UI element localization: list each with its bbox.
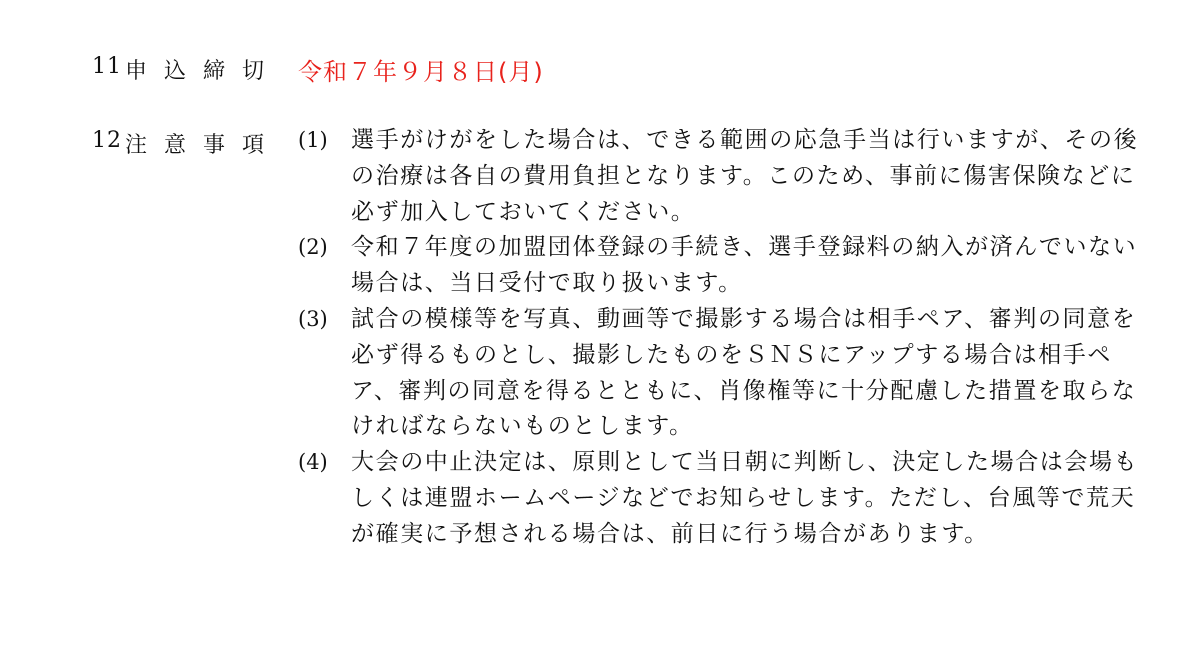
note-item — [298, 302, 1158, 445]
note-item — [298, 230, 1158, 302]
note-item — [298, 123, 1158, 230]
note-item — [298, 445, 1158, 552]
section-heading: 注意事項 — [125, 133, 282, 158]
note-text: 試合の模様等を写真、動画等で撮影する場合は相手ペア、審判の同意を必ず得るものとし、撮影したものをＳＮＳにアップする場合は相手ペア、審判の同意を得るとともに、肖像権等に十分配慮した措置を取らなければならないものとします。 — [351, 305, 1137, 440]
section-number: 12 — [92, 128, 122, 153]
note-marker: (3) — [298, 306, 328, 331]
note-marker: (1) — [298, 128, 328, 152]
note-text: 大会の中止決定は、原則として当日朝に判断し、決定した場合は会場もしくは連盟ホームページなどでお知らせします。ただし、台風等で荒天が確実に予想される場合は、前日に行う場合があります。 — [351, 449, 1139, 547]
note-text: 選手がけがをした場合は、できる範囲の応急手当は行いますが、その後の治療は各自の費用負担となります。このため、事前に傷害保険などに必ず加入しておいてください。 — [351, 127, 1139, 225]
note-marker: (4) — [298, 450, 328, 475]
notes-list — [298, 123, 1158, 553]
section-application-deadline — [0, 50, 1200, 90]
note-text: 令和７年度の加盟団体登録の手続き、選手登録料の納入が済んでいない場合は、当日受付で取り扱います。 — [351, 234, 1138, 297]
note-marker: (2) — [298, 235, 328, 260]
section-number: 11 — [92, 54, 122, 79]
deadline-date: 令和７年９月８日(月) — [298, 58, 544, 86]
section-notes — [0, 123, 1200, 603]
section-heading: 申込締切 — [125, 59, 282, 84]
